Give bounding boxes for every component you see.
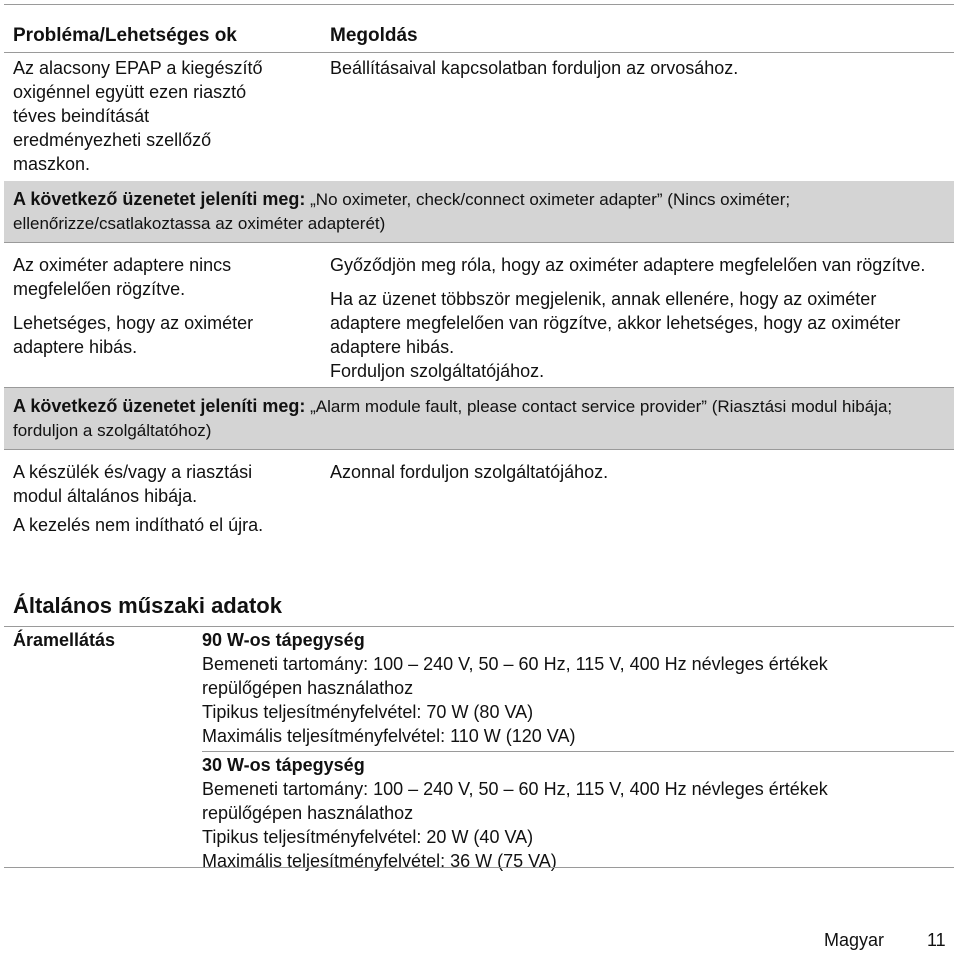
problem-text: A készülék és/vagy a riasztási modul általános hibája. xyxy=(13,462,253,506)
footer-language: Magyar xyxy=(824,930,885,950)
problem-line: oxigénnel együtt ezen riasztó xyxy=(13,82,247,102)
problem-line: eredményezheti szellőző xyxy=(13,130,212,150)
section-title: Általános műszaki adatok xyxy=(13,593,282,618)
power-supply-30w xyxy=(202,752,954,873)
table-row xyxy=(4,450,954,537)
spec-line: Tipikus teljesítményfelvétel: 20 W (40 VA) xyxy=(202,827,534,847)
block-title: 30 W-os tápegység xyxy=(202,755,365,775)
specs-content xyxy=(202,627,954,873)
problem-cell xyxy=(4,243,320,387)
message-text: „Alarm module fault, please contact service provider” (Riasztási modul hibája; forduljon a szolgáltatóhoz) xyxy=(13,397,893,440)
table-row xyxy=(4,243,954,387)
problem-line: Az alacsony EPAP a kiegészítő xyxy=(13,58,263,78)
message-lead: A következő üzenetet jeleníti meg: xyxy=(13,189,306,209)
block-title: 90 W-os tápegység xyxy=(202,630,365,650)
solution-cell xyxy=(320,243,954,387)
spec-line: Bemeneti tartomány: 100 – 240 V, 50 – 60 Hz, 115 V, 400 Hz névleges értékek xyxy=(202,779,828,799)
column-header-solution: Megoldás xyxy=(330,25,418,46)
page-number: 11 xyxy=(927,930,946,950)
solution-text: Forduljon szolgáltatójához. xyxy=(330,361,545,381)
column-header-problem: Probléma/Lehetséges ok xyxy=(13,25,237,46)
spec-line: Tipikus teljesítményfelvétel: 70 W (80 VA) xyxy=(202,702,534,722)
solution-text: Győződjön meg róla, hogy az oximéter adaptere megfelelően van rögzítve. xyxy=(330,255,926,275)
table-row xyxy=(4,53,954,181)
message-banner xyxy=(4,181,954,243)
problem-line: téves beindítását xyxy=(13,106,150,126)
spec-line: Bemeneti tartomány: 100 – 240 V, 50 – 60 Hz, 115 V, 400 Hz névleges értékek xyxy=(202,654,828,674)
problem-text: Az oximéter adaptere nincs megfelelően rögzítve. xyxy=(13,255,232,299)
solution-cell: Beállításaival kapcsolatban forduljon az orvosához. xyxy=(330,58,739,78)
spec-line: repülőgépen használathoz xyxy=(202,803,414,823)
solution-cell: Azonnal forduljon szolgáltatójához. xyxy=(330,462,609,482)
troubleshooting-table xyxy=(4,4,954,537)
spec-line: Maximális teljesítményfelvétel: 36 W (75 VA) xyxy=(202,851,557,871)
message-lead: A következő üzenetet jeleníti meg: xyxy=(13,396,306,416)
power-supply-90w xyxy=(202,627,954,748)
spec-line: Maximális teljesítményfelvétel: 110 W (120 VA) xyxy=(202,726,576,746)
specs-table xyxy=(4,626,954,871)
problem-cell xyxy=(4,450,320,537)
divider xyxy=(4,867,954,868)
table-header-row xyxy=(4,5,954,53)
spec-line: repülőgépen használathoz xyxy=(202,678,414,698)
problem-line: maszkon. xyxy=(13,154,91,174)
problem-text: Lehetséges, hogy az oximéter adaptere hibás. xyxy=(13,313,254,357)
specs-label: Áramellátás xyxy=(13,630,116,650)
solution-text: Ha az üzenet többször megjelenik, annak ellenére, hogy az oximéter adaptere megfelelően van rögzítve, akkor lehetséges, hogy az oximéter adaptere hibás. xyxy=(330,289,901,357)
message-text: „No oximeter, check/connect oximeter adapter” (Nincs oximéter; ellenőrizze/csatlakoztassa az oximéter adapterét) xyxy=(13,190,791,233)
message-banner xyxy=(4,387,954,450)
problem-text: A kezelés nem indítható el újra. xyxy=(13,515,264,535)
problem-cell xyxy=(4,53,320,181)
